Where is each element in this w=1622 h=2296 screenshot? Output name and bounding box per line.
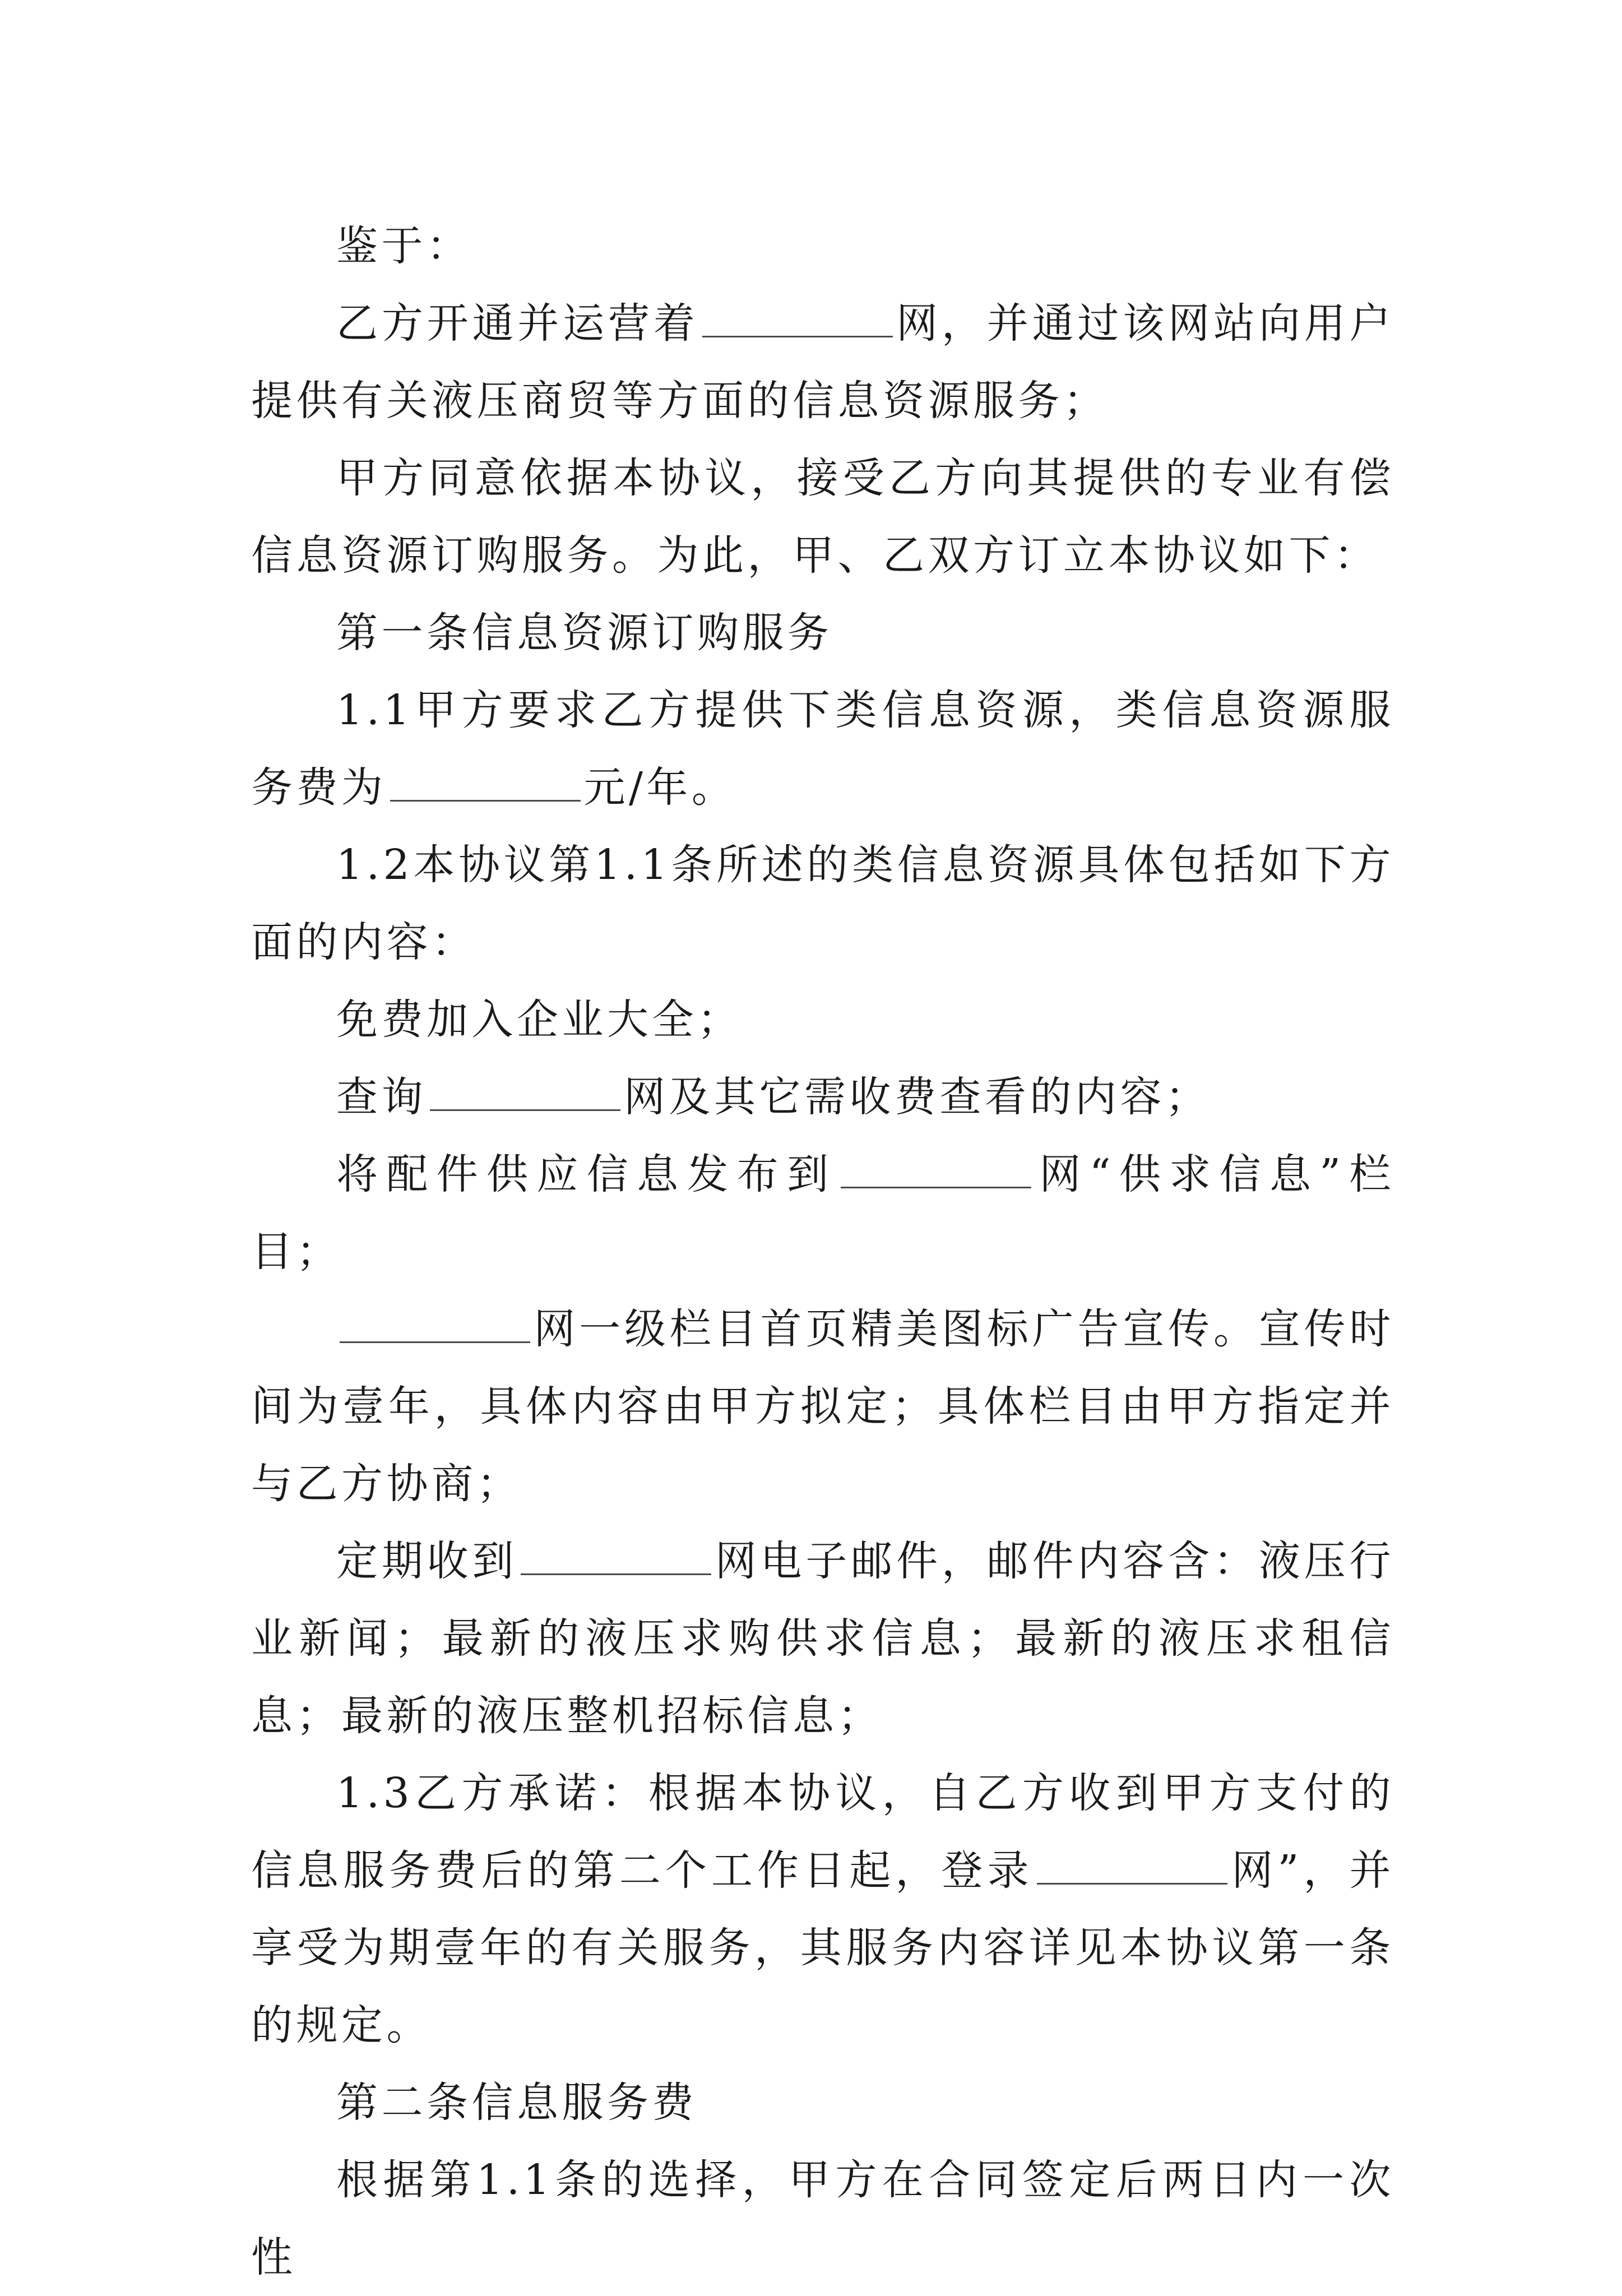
paragraph-text: 1.2本协议第1.1条所述的类信息资源具体包括如下方面的内容： (251, 841, 1394, 966)
article-2-body (251, 2141, 1394, 2296)
paragraph-text: 网”，并享受为期壹年的有关服务，其服务内容详见本协议第一条的规定。 (251, 1846, 1394, 2049)
paragraph-text: 第一条信息资源订购服务 (336, 609, 833, 657)
paragraph-recital-2 (251, 439, 1394, 594)
clause-1-1 (251, 672, 1394, 826)
paragraph-text: 将配件供应信息发布到 (336, 1150, 837, 1198)
fill-in-blank (390, 766, 581, 802)
paragraph-text: 甲方同意依据本协议，接受乙方向其提供的专业有偿信息资源订购服务。为此，甲、乙双方订立本协议如下： (251, 454, 1394, 580)
fill-in-blank (702, 302, 893, 337)
paragraph-text: 网，并通过该网站向用户提供有关液压商贸等方面的信息资源服务； (251, 299, 1395, 425)
paragraph-text: 鉴于： (336, 222, 472, 270)
paragraph-intro (251, 207, 1394, 285)
article-2-heading (251, 2064, 1394, 2141)
article-1-heading (251, 594, 1394, 672)
paragraph-text: 乙方开通并运营着 (336, 299, 699, 348)
paragraph-text: 定期收到 (336, 1537, 518, 1585)
paragraph-text: 网及其它需收费查看的内容； (624, 1073, 1211, 1121)
paragraph-text: 1.1甲方要求乙方提供下类信息资源，类信息资源服务费为 (251, 686, 1394, 812)
document-body (251, 207, 1394, 2296)
fill-in-blank (340, 1308, 530, 1343)
clause-1-3 (251, 1755, 1394, 2064)
list-item-email (251, 1522, 1394, 1755)
list-item-enterprise-directory (251, 981, 1394, 1058)
list-item-icon-ad (251, 1290, 1394, 1522)
paragraph-text: 第二条信息服务费 (336, 2079, 697, 2127)
clause-1-2 (251, 826, 1394, 981)
paragraph-text: 根据第1.1条的选择，甲方在合同签定后两日内一次性 (251, 2156, 1394, 2281)
paragraph-text: 查询 (336, 1073, 427, 1121)
paragraph-text: 免费加入企业大全； (336, 996, 743, 1044)
list-item-publish-supply (251, 1136, 1394, 1290)
paragraph-text: 1.3乙方承诺：根据本协议，自乙方收到甲方支付的信息服务费后的第二个工作日起，登录 (251, 1769, 1394, 1895)
fill-in-blank (521, 1540, 711, 1575)
paragraph-recital-1 (251, 285, 1394, 439)
paragraph-text: 网电子邮件，邮件内容含：液压行业新闻；最新的液压求购供求信息；最新的液压求租信息；最新的液压整机招标信息； (251, 1537, 1395, 1740)
paragraph-text: 网“供求信息”栏目； (251, 1150, 1394, 1276)
fill-in-blank (1037, 1849, 1227, 1885)
list-item-query (251, 1058, 1394, 1136)
fill-in-blank (430, 1076, 620, 1111)
fill-in-blank (841, 1153, 1031, 1188)
paragraph-text: 网一级栏目首页精美图标广告宣传。宣传时间为壹年，具体内容由甲方拟定；具体栏目由甲方指定并与乙方协商； (251, 1305, 1394, 1508)
paragraph-text: 元/年。 (583, 763, 737, 812)
